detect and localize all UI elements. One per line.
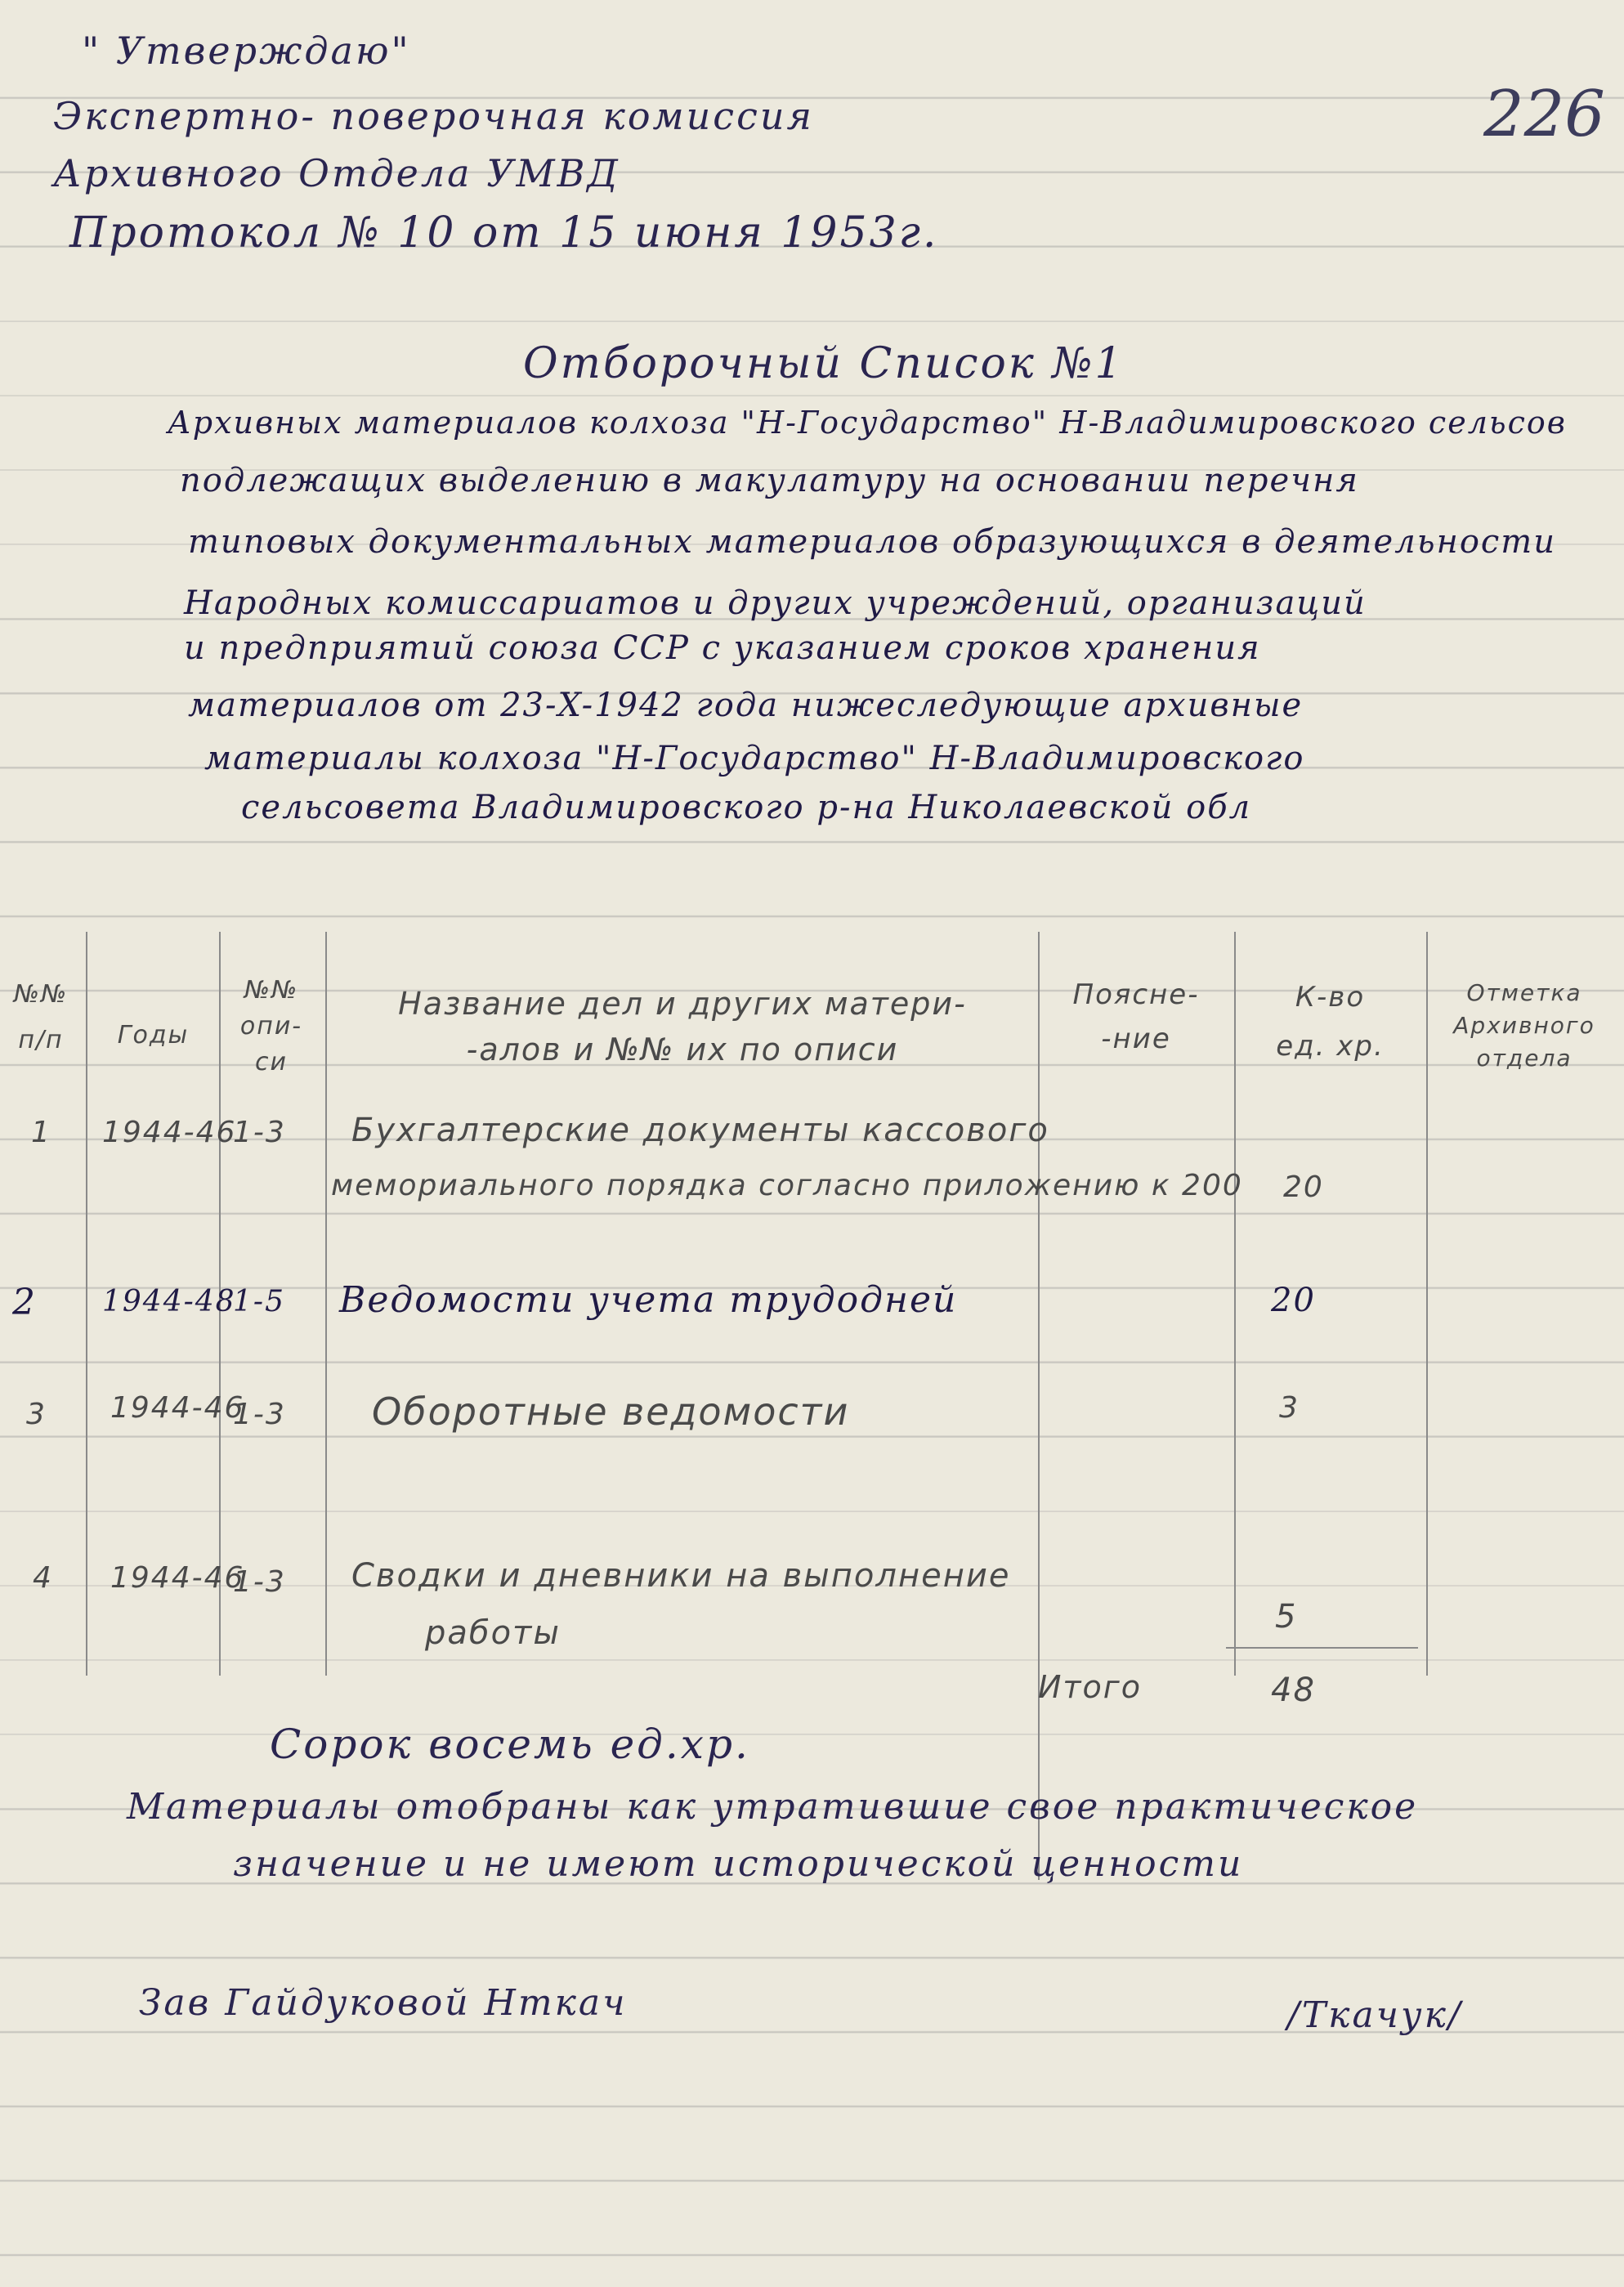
intro-line: сельсовета Владимировского р-на Николаевской обл xyxy=(241,789,1252,826)
row-years: 1944-46 xyxy=(102,1116,237,1149)
total-label: Итого xyxy=(1038,1669,1143,1705)
footer-line: Сорок восемь ед.хр. xyxy=(270,1721,750,1768)
row-count: 5 xyxy=(1275,1598,1298,1636)
row-num: 1 xyxy=(31,1116,51,1149)
row-inventory: 1-3 xyxy=(233,1398,286,1431)
column-divider xyxy=(1234,932,1236,1676)
intro-line: Народных комиссариатов и других учреждений, организаций xyxy=(184,584,1367,622)
row-inventory: 1-3 xyxy=(233,1565,286,1599)
header-inventory: №№ опи- си xyxy=(239,976,303,1076)
row-title-line: Оборотные ведомости xyxy=(372,1390,850,1434)
list-title: Отборочный Список №1 xyxy=(523,339,1125,388)
row-title-line: мемориального порядка согласно приложению к 200 xyxy=(331,1169,1243,1202)
approval-line: Экспертно- поверочная комиссия xyxy=(53,94,814,138)
row-title-line: Бухгалтерские документы кассового xyxy=(351,1112,1049,1149)
intro-line: Архивных материалов колхоза "Н-Государство" Н-Владимировского сельсов xyxy=(168,405,1567,441)
signature-left: Зав Гайдуковой Нткач xyxy=(139,1982,628,2024)
intro-line: подлежащих выделению в макулатуру на основании перечня xyxy=(180,462,1359,499)
row-inventory: 1-5 xyxy=(233,1285,285,1318)
header-count: К-во ед. хр. xyxy=(1276,981,1385,1063)
header-note: Поясне- -ние xyxy=(1072,978,1200,1055)
header-title: Название дел и других матери- -алов и №№ их по описи xyxy=(398,986,967,1067)
intro-line: материалов от 23-X-1942 года нижеследующие архивные xyxy=(188,687,1304,724)
header-num: №№ п/п xyxy=(13,980,69,1054)
total-rule xyxy=(1226,1647,1418,1649)
intro-line: материалы колхоза "Н-Государство" Н-Владимировского xyxy=(204,740,1305,777)
column-divider xyxy=(325,932,327,1676)
signature-right: /Ткачук/ xyxy=(1287,1994,1463,2036)
approval-line: Протокол № 10 от 15 июня 1953г. xyxy=(69,208,939,257)
header-marks: Отметка Архивного отдела xyxy=(1453,979,1595,1072)
row-title-line: работы xyxy=(425,1614,561,1652)
row-years: 1944-46 xyxy=(110,1561,245,1595)
column-divider xyxy=(1038,932,1040,1880)
approval-line: " Утверждаю" xyxy=(82,29,411,73)
intro-line: типовых документальных материалов образующихся в деятельности xyxy=(188,523,1556,561)
column-divider xyxy=(86,932,87,1676)
page-number: 226 xyxy=(1483,78,1605,151)
row-title-line: Сводки и дневники на выполнение xyxy=(351,1557,1011,1595)
intro-line: и предприятий союза ССР с указанием сроков хранения xyxy=(184,629,1261,667)
row-years: 1944-46 xyxy=(110,1391,245,1425)
row-num: 3 xyxy=(26,1398,47,1431)
approval-line: Архивного Отдела УМВД xyxy=(53,151,620,195)
header-years: Годы xyxy=(117,1021,190,1050)
row-num: 2 xyxy=(12,1282,37,1323)
footer-line: Материалы отобраны как утратившие свое практическое xyxy=(127,1786,1419,1828)
total-value: 48 xyxy=(1271,1672,1316,1709)
row-title-line: Ведомости учета трудодней xyxy=(339,1279,958,1321)
row-count: 20 xyxy=(1271,1282,1316,1319)
column-divider xyxy=(1426,932,1428,1676)
row-count: 3 xyxy=(1279,1391,1300,1425)
row-inventory: 1-3 xyxy=(233,1116,286,1149)
row-years: 1944-48 xyxy=(102,1285,236,1318)
row-num: 4 xyxy=(33,1561,53,1595)
footer-line: значение и не имеют исторической ценности xyxy=(233,1843,1244,1885)
row-count: 20 xyxy=(1283,1170,1324,1204)
